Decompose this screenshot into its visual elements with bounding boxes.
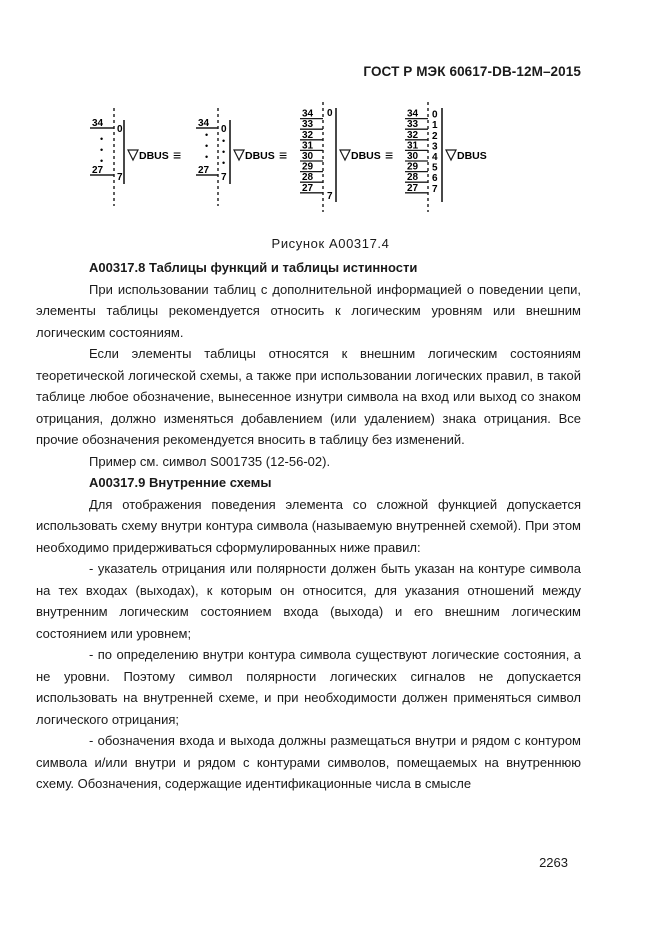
d1-dbus-label: DBUS — [139, 150, 169, 162]
figure-diagram4-label: 27 — [407, 182, 419, 194]
paragraph: Если элементы таблицы относятся к внешним логическим состояниям теоретической логической схемы, а также при использовании логических правил, в такой таблице любое обозначение, вынесенное изнутри символа на вход или выход со знаком отрицания, должно изменяться добавлением (или удалением) знака отрицания. Все прочие обозначения рекомендуется вносить в таблицу без изменений. — [36, 346, 581, 447]
d4-dbus-label: DBUS — [457, 150, 487, 162]
figure-diagram4-label: 33 — [407, 119, 419, 131]
d2-inner-dot: • — [222, 136, 226, 146]
figure-diagram3-label: 29 — [302, 161, 314, 173]
bus-diagram — [0, 98, 661, 216]
figure-diagram4-label: 32 — [407, 129, 419, 141]
equiv-sign: ≡ — [173, 147, 182, 163]
d2-label-top: 34 — [198, 118, 210, 129]
d2-inner-dot: • — [222, 147, 226, 157]
dbus-triangle-icon — [234, 150, 244, 160]
d2-pin-bottom: 7 — [221, 172, 227, 183]
figure-diagram3-label: 30 — [302, 151, 314, 162]
document-header: ГОСТ Р МЭК 60617-DB-12M–2015 — [363, 64, 581, 79]
paragraph: Пример см. символ S001735 (12-56-02). — [89, 453, 331, 469]
figure-diagram3-label: 31 — [302, 140, 314, 152]
figure-diagram4-label: 34 — [407, 108, 419, 120]
d1-label-top: 34 — [92, 118, 104, 129]
dbus-triangle-icon — [446, 150, 456, 160]
d4-pin-number: 1 — [432, 120, 438, 132]
d2-label-bottom: 27 — [198, 165, 210, 176]
paragraph: - по определению внутри контура символа существуют логические состояния, а не уровни. Поэтому символ полярности логических сигналов не допускается использовать на внутренней схеме, и при необходимости должен применяться символ логического отрицания; — [36, 647, 581, 727]
equiv-sign: ≡ — [385, 147, 394, 163]
section-heading: А00317.8 Таблицы функций и таблицы истинности — [89, 260, 418, 275]
d3-pin-top: 0 — [327, 108, 333, 119]
paragraph: - указатель отрицания или полярности должен быть указан на контуре символа на тех входах (выходах), к которым он относится, для указания отношений между внутренним логическим состоянием входа (выхода) и его внешним логическим состоянием или уровнем; — [36, 561, 581, 641]
figure-diagram4-label: 28 — [407, 172, 419, 184]
figure-caption: Рисунок А00317.4 — [271, 236, 390, 251]
d4-pin-number: 6 — [432, 173, 438, 185]
figure-diagram3-label: 28 — [302, 172, 314, 184]
body-text — [36, 257, 581, 795]
d2-inner-dot: • — [222, 158, 226, 168]
paragraph: При использовании таблиц с дополнительной информацией о поведении цепи, элементы таблицы рекомендуется относить к логическим уровням или внешним логическим состояниям. — [36, 281, 581, 340]
d2-dot: • — [205, 130, 209, 140]
figure-diagram4-label: 29 — [407, 161, 419, 173]
d4-pin-number: 3 — [432, 141, 438, 153]
paragraph: - обозначения входа и выхода должны размещаться внутри и рядом с контуром символа и/или внутри и рядом с контурами символов, помещаемых на внутреннюю схему. Обозначения, содержащие идентификационные числа в смысле — [36, 733, 581, 791]
d4-pin-number: 7 — [432, 183, 438, 195]
d4-pin-number: 2 — [432, 130, 438, 142]
d1-dot: • — [100, 134, 104, 144]
d1-pin-bottom: 7 — [117, 172, 123, 183]
d4-pin-number: 4 — [432, 152, 438, 163]
d3-dbus-label: DBUS — [351, 150, 381, 162]
d3-pin-bottom: 7 — [327, 191, 333, 202]
page-number: 2263 — [539, 855, 568, 870]
figure-diagram4-label: 31 — [407, 140, 419, 152]
d1-pin-top: 0 — [117, 124, 123, 135]
equiv-sign: ≡ — [279, 147, 288, 163]
sections-container — [36, 257, 581, 795]
d1-dot: • — [100, 145, 104, 155]
figure-diagram3-label: 34 — [302, 108, 314, 120]
d2-dot: • — [205, 141, 209, 151]
dbus-triangle-icon — [340, 150, 350, 160]
d2-pin-top: 0 — [221, 124, 227, 135]
d2-dot: • — [205, 152, 209, 162]
d2-dbus-label: DBUS — [245, 150, 275, 162]
d1-dot: • — [100, 156, 104, 166]
figure-diagram3-label: 33 — [302, 119, 314, 131]
dbus-triangle-icon — [128, 150, 138, 160]
figure-diagram3-label: 32 — [302, 129, 314, 141]
figure-a00317-4 — [0, 98, 661, 216]
paragraph: Для отображения поведения элемента со сложной функцией допускается использовать схему внутри контура символа (называемую внутренней схемой). При этом необходимо придерживаться сформулированных ниже правил: — [36, 496, 581, 555]
section-heading: А00317.9 Внутренние схемы — [89, 475, 272, 490]
d1-label-bottom: 27 — [92, 165, 104, 176]
figure-diagram4-label: 30 — [407, 151, 419, 162]
d4-pin-number: 0 — [432, 109, 438, 121]
figure-diagram3-label: 27 — [302, 182, 314, 194]
d4-pin-number: 5 — [432, 162, 438, 174]
